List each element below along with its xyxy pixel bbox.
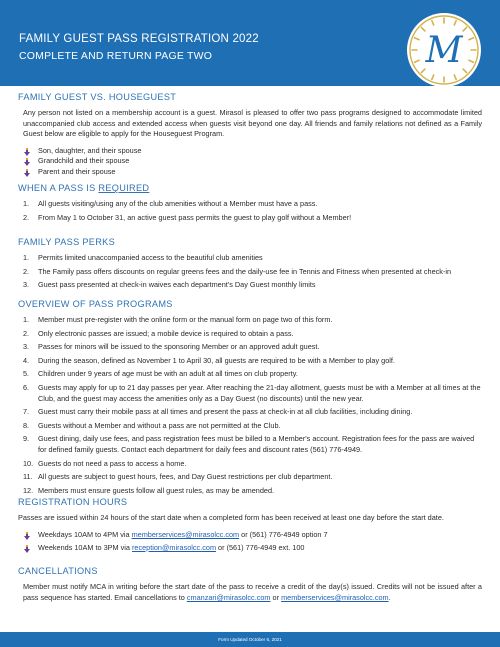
section-registration-hours [18,497,482,553]
section-family-pass-perks [18,237,482,294]
required-list [18,199,482,223]
list-item: 1. Member must pre-register with the online form or the manual form on page two of this form. [23,315,333,324]
form-subtitle: COMPLETE AND RETURN PAGE TWO [19,50,213,62]
section-heading: OVERVIEW OF PASS PROGRAMS [18,299,173,309]
arrow-bullet-icon [23,158,31,166]
list-item: 1. All guests visiting/using any of the club amenities without a Member must have a pass. [23,199,318,208]
list-item: Weekdays 10AM to 4PM via memberservices@mirasolcc.com or (561) 776-4949 option 7 [18,530,482,540]
list-item: Parent and their spouse [18,167,482,177]
list-item: 2. The Family pass offers discounts on regular greens fees and the daily-use fee in Tennis and Fitness when presented at check-in [23,266,452,276]
list-item: 7. Guest must carry their mobile pass at all times and present the pass at check-in at all club facilities, including dining. [23,407,413,417]
family-guest-list [18,146,482,177]
list-item: 2. Only electronic passes are issued; a mobile device is required to obtain a pass. [23,328,294,338]
section-guest-vs-houseguest [18,92,482,177]
memberservices-email-link[interactable]: memberservices@mirasolcc.com [281,592,389,602]
section-body: Any person not listed on a membership account is a guest. Mirasol is pleased to offer two pass programs designed to accommodate limited unaccompanied club access and extended access when guests visit beyond one day. All friends and family relations not defined as a Family Guest below are eligible to apply for the Houseguest Program. [23,108,482,139]
section-heading: FAMILY PASS PERKS [18,237,116,247]
memberservices-email-link[interactable]: memberservices@mirasolcc.com [131,529,240,539]
section-body: Member must notify MCA in writing before the start date of the pass to receive a credit of the day(s) issued. Credits will not be issued after a pass sequence has started. Email cancellations to cmanzari@mirasolcc.com or memberservices@mirasolcc.com. [23,582,482,602]
section-heading: CANCELLATIONS [18,566,98,576]
list-item: 8. Guests without a Member and without a pass are not permitted at the Club. [23,420,281,430]
form-title: FAMILY GUEST PASS REGISTRATION 2022 [19,33,259,45]
footer-bar [0,632,500,647]
list-item: 5. Children under 9 years of age must be with an adult at all times on club property. [23,369,298,379]
section-heading: REGISTRATION HOURS [18,497,128,507]
list-item: 4. During the season, defined as November 1 to April 30, all guests are required to be with a Member to play golf. [23,355,395,365]
mirasol-logo [406,12,482,88]
arrow-bullet-icon [23,545,31,553]
list-item: 9. Guest dining, daily use fees, and pass registration fees must be billed to a Member's account. Registration fees for the pass are waived for defined family guests. Contact each department for daily fees and discount rates (561) 776-4949. [23,434,475,454]
arrow-bullet-icon [23,148,31,156]
overview-list [18,315,482,496]
section-overview [18,299,482,499]
list-item: 1. Permits limited unaccompanied access to the beautiful club amenities [23,253,263,262]
list-item: Weekends 10AM to 3PM via reception@mirasolcc.com or (561) 776-4949 ext. 100 [18,543,482,553]
list-item: 3. Guest pass presented at check-in waives each department's Day Guest monthly limits [23,280,316,290]
section-heading: FAMILY GUEST VS. HOUSEGUEST [18,92,177,102]
arrow-bullet-icon [23,169,31,177]
list-item: 11. All guests are subject to guest hours, fees, and Day Guest restrictions per club department. [23,472,333,482]
list-item: 12. Members must ensure guests follow all guest rules, as may be amended. [23,485,275,495]
list-item: 2. From May 1 to October 31, an active guest pass permits the guest to play golf without a Member! [23,212,352,222]
cmanzari-email-link[interactable]: cmanzari@mirasolcc.com [186,592,271,602]
hours-list [18,530,482,554]
section-when-required [18,183,482,226]
list-item: 3. Passes for minors will be issued to the sponsoring Member or an approved adult guest. [23,342,320,352]
list-item: Grandchild and their spouse [18,156,482,166]
section-body: Passes are issued within 24 hours of the start date when a completed form has been received at least one day before the start date. [18,513,444,522]
reception-email-link[interactable]: reception@mirasolcc.com [131,543,217,552]
list-item: 10. Guests do not need a pass to access a home. [23,458,187,468]
section-cancellations [18,566,482,603]
logo-letter: M [425,30,463,71]
list-item: 6. Guests may apply for up to 21 day passes per year. After reaching the 21-day allotment, guests must be with a Member at all times at the Club, and the guest may access the amenities only as a Day Guest (no discounts) until the new year. [23,382,481,403]
footer-text: Form Updated October 6, 2021 [218,637,282,642]
section-heading: WHEN A PASS IS REQUIRED [18,183,150,193]
perks-list [18,253,482,291]
list-item: Son, daughter, and their spouse [18,146,482,156]
arrow-bullet-icon [23,532,31,540]
